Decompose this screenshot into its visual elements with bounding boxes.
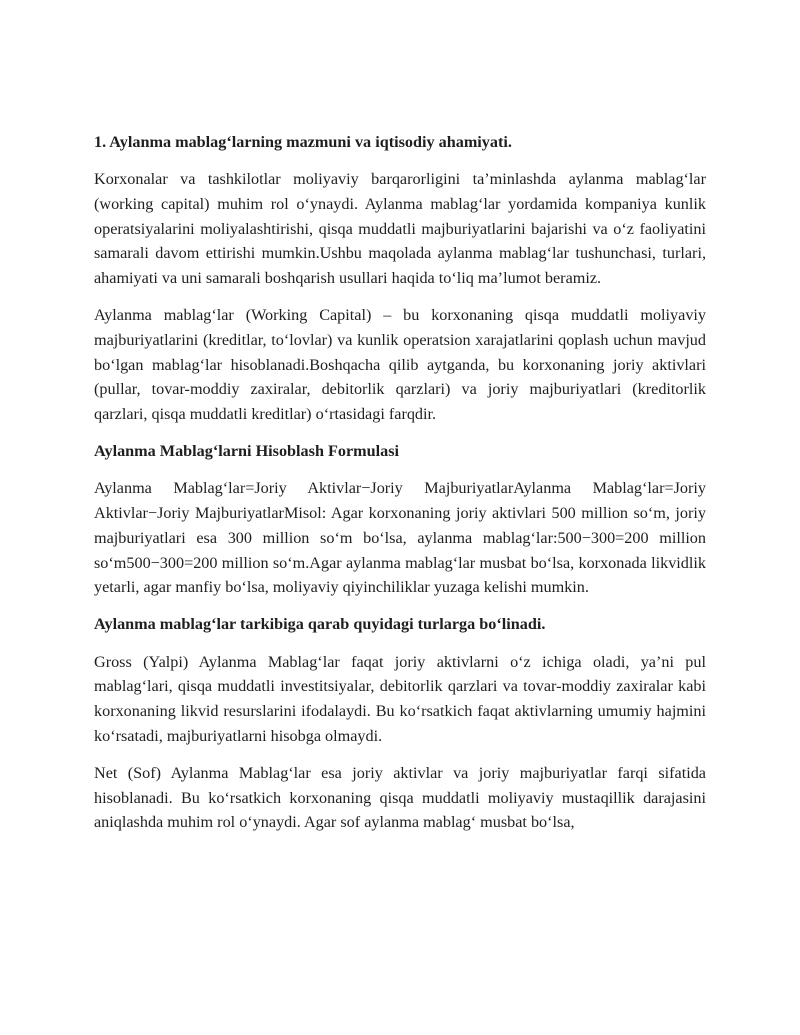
definition-paragraph: Aylanma mablag‘lar (Working Capital) – bu korxonaning qisqa muddatli moliyaviy majburiyatlarini (kreditlar, to‘lovlar) va kunlik operatsion xarajatlarini qoplash uchun mavjud bo‘lgan mablag‘lar hisoblanadi.Boshqacha qilib aytganda, bu korxonaning joriy aktivlari (pullar, tovar-moddiy zaxiralar, debitorlik qarzlari) va joriy majburiyatlari (kreditorlik qarzlari, qisqa muddatli kreditlar) o‘rtasidagi farqdir. <box>94 306 706 424</box>
document-page <box>94 130 706 848</box>
net-paragraph: Net (Sof) Aylanma Mablag‘lar esa joriy aktivlar va joriy majburiyatlar farqi sifatida hisoblanadi. Bu ko‘rsatkich korxonaning qisqa muddatli moliyaviy mustaqillik darajasini aniqlashda muhim rol o‘ynaydi. Agar sof aylanma mablag‘ musbat bo‘lsa, <box>94 763 706 832</box>
formula-paragraph: Aylanma Mablag‘lar=Joriy Aktivlar−Joriy MajburiyatlarAylanma Mablag‘lar=Joriy Aktivlar−Joriy MajburiyatlarMisol: Agar korxonaning joriy aktivlari 500 million so‘m, joriy majburiyatlari esa 300 million so‘m bo‘lsa, aylanma mablag‘lar:500−300=200 million so‘m500−300=200 million so‘m.Agar aylanma mablag‘lar musbat bo‘lsa, korxonada likvidlik yetarli, agar manfiy bo‘lsa, moliyaviy qiyinchiliklar yuzaga kelishi mumkin. <box>94 479 706 597</box>
intro-paragraph: Korxonalar va tashkilotlar moliyaviy barqarorligini ta’minlashda aylanma mablag‘lar (working capital) muhim rol o‘ynaydi. Aylanma mablag‘lar yordamida kompaniya kunlik operatsiyalarini moliyalashtirishi, qisqa muddatli majburiyatlarini bajarishi va o‘z faoliyatini samarali davom ettirishi mumkin.Ushbu maqolada aylanma mablag‘lar tushunchasi, turlari, ahamiyati va uni samarali boshqarish usullari haqida to‘liq ma’lumot beramiz. <box>94 170 706 288</box>
formula-heading: Aylanma Mablag‘larni Hisoblash Formulasi <box>94 442 400 461</box>
types-heading: Aylanma mablag‘lar tarkibiga qarab quyidagi turlarga bo‘linadi. <box>94 615 546 634</box>
gross-paragraph: Gross (Yalpi) Aylanma Mablag‘lar faqat joriy aktivlarni o‘z ichiga oladi, ya’ni pul mablag‘lari, qisqa muddatli investitsiyalar, debitorlik qarzlari va tovar-moddiy zaxiralar kabi korxonaning likvid resurslarini ifodalaydi. Bu ko‘rsatkich faqat aktivlarning umumiy hajmini ko‘rsatadi, majburiyatlarni hisobga olmaydi. <box>94 652 706 745</box>
section-title: 1. Aylanma mablag‘larning mazmuni va iqtisodiy ahamiyati. <box>94 133 512 151</box>
